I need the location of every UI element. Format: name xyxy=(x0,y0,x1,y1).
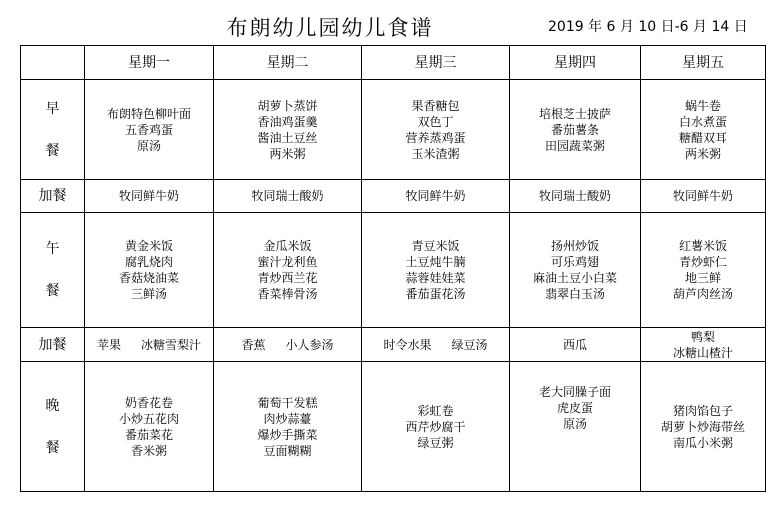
day-header: 星期五 xyxy=(641,46,766,80)
dish: 可乐鸡翅 xyxy=(550,255,599,269)
menu-cell: 牧同瑞士酸奶 xyxy=(510,180,641,213)
dish: 麻油土豆小白菜 xyxy=(532,271,617,285)
dish: 葡萄干发糕 xyxy=(257,395,318,410)
dish: 冰糖雪梨汁 xyxy=(141,337,202,352)
date-range: 2019 年 6 月 10 日-6 月 14 日 xyxy=(548,19,748,35)
menu-cell xyxy=(510,362,641,492)
dish: 小人参汤 xyxy=(285,337,334,352)
dish: 金瓜米饭 xyxy=(263,239,312,253)
meal-label-snack: 加餐 xyxy=(21,328,85,362)
dish: 香菜棒骨汤 xyxy=(257,287,318,301)
dish: 南瓜小米粥 xyxy=(672,435,733,450)
dish: 葫芦肉丝汤 xyxy=(672,287,733,301)
dish: 胡萝卜炒海带丝 xyxy=(660,419,745,434)
menu-cell xyxy=(641,362,766,492)
dish: 原汤 xyxy=(562,417,587,431)
meal-label-lunch: 午 餐 xyxy=(21,213,85,328)
dish: 蒜蓉娃娃菜 xyxy=(405,271,466,285)
dish: 蜜汁龙利鱼 xyxy=(257,255,318,269)
menu-cell xyxy=(214,328,362,362)
menu-cell xyxy=(641,213,766,328)
menu-cell: 牧同瑞士酸奶 xyxy=(214,180,362,213)
menu-cell xyxy=(362,80,510,180)
dish: 双色丁 xyxy=(417,114,454,129)
meal-label-breakfast: 早 餐 xyxy=(21,80,85,180)
menu-cell xyxy=(362,328,510,362)
dish: 鸭梨 xyxy=(690,329,715,344)
day-header: 星期四 xyxy=(510,46,641,80)
dish: 胡萝卜蒸饼 xyxy=(257,98,318,113)
dish: 布朗特色柳叶面 xyxy=(106,106,191,121)
menu-cell xyxy=(510,80,641,180)
lunch-row xyxy=(21,213,766,328)
dish: 虎皮蛋 xyxy=(556,401,593,415)
menu-cell xyxy=(85,80,214,180)
dish: 肉炒蒜薹 xyxy=(263,411,312,426)
dish: 绿豆粥 xyxy=(417,435,454,450)
menu-cell xyxy=(510,213,641,328)
snack-row-afternoon xyxy=(21,328,766,362)
dish: 地三鲜 xyxy=(684,271,721,285)
menu-table xyxy=(20,45,766,492)
dish: 黄金米饭 xyxy=(124,239,173,253)
meal-label-dinner: 晚 餐 xyxy=(21,362,85,492)
dish: 两米粥 xyxy=(269,146,306,161)
dish: 扬州炒饭 xyxy=(550,239,599,253)
page-title: 布朗幼儿园幼儿食谱 xyxy=(226,16,434,40)
menu-cell: 牧同鲜牛奶 xyxy=(85,180,214,213)
snack-row-morning xyxy=(21,180,766,213)
dish: 番茄菜花 xyxy=(124,427,173,442)
dish: 田园蔬菜粥 xyxy=(544,138,605,153)
dish: 时令水果 xyxy=(383,337,432,352)
menu-cell xyxy=(214,362,362,492)
menu-cell xyxy=(85,362,214,492)
day-header: 星期一 xyxy=(85,46,214,80)
menu-cell xyxy=(362,362,510,492)
dish: 翡翠白玉汤 xyxy=(544,287,605,301)
dish: 彩虹卷 xyxy=(417,403,454,418)
dish: 青炒虾仁 xyxy=(678,255,727,269)
dish: 香菇烧油菜 xyxy=(118,271,179,285)
menu-cell xyxy=(214,213,362,328)
dish: 糖醋双耳 xyxy=(678,130,727,145)
dish: 爆炒手撕菜 xyxy=(257,427,318,442)
dish: 红薯米饭 xyxy=(678,239,727,253)
dish: 香蕉 xyxy=(241,337,266,352)
dish: 老大同臊子面 xyxy=(538,385,611,399)
dish: 番茄蛋花汤 xyxy=(405,287,466,301)
menu-cell xyxy=(641,328,766,362)
corner-cell xyxy=(21,46,85,80)
menu-cell: 牧同鲜牛奶 xyxy=(641,180,766,213)
menu-cell xyxy=(362,213,510,328)
dish: 猪肉馅包子 xyxy=(672,403,733,418)
dish: 果香糖包 xyxy=(411,98,460,113)
dish: 小炒五花肉 xyxy=(118,411,179,426)
dish: 两米粥 xyxy=(684,146,721,161)
meal-label-snack: 加餐 xyxy=(21,180,85,213)
menu-cell: 西瓜 xyxy=(510,328,641,362)
dish: 三鲜汤 xyxy=(130,287,167,301)
day-header: 星期二 xyxy=(214,46,362,80)
dish: 绿豆汤 xyxy=(451,337,488,352)
dish: 西芹炒腐干 xyxy=(405,419,466,434)
dish: 香米粥 xyxy=(130,443,167,458)
menu-cell xyxy=(85,213,214,328)
menu-cell xyxy=(641,80,766,180)
dish: 白水煮蛋 xyxy=(678,114,727,129)
dish: 培根芝士披萨 xyxy=(538,106,611,121)
dish: 香油鸡蛋羹 xyxy=(257,114,318,129)
dish: 奶香花卷 xyxy=(124,395,173,410)
dish: 豆面糊糊 xyxy=(263,443,312,458)
dish: 酱油土豆丝 xyxy=(257,130,318,145)
menu-cell: 牧同鲜牛奶 xyxy=(362,180,510,213)
dinner-row xyxy=(21,362,766,492)
dish: 玉米渣粥 xyxy=(411,146,460,161)
dish: 营养蒸鸡蛋 xyxy=(405,130,466,145)
menu-cell xyxy=(85,328,214,362)
dish: 番茄薯条 xyxy=(550,122,599,137)
header-row xyxy=(21,46,766,80)
dish: 原汤 xyxy=(136,138,161,153)
dish: 蜗牛卷 xyxy=(684,98,721,113)
dish: 腐乳烧肉 xyxy=(124,255,173,269)
breakfast-row xyxy=(21,80,766,180)
dish: 青豆米饭 xyxy=(411,239,460,253)
day-header: 星期三 xyxy=(362,46,510,80)
dish: 冰糖山楂汁 xyxy=(672,345,733,360)
dish: 五香鸡蛋 xyxy=(124,122,173,137)
menu-cell xyxy=(214,80,362,180)
dish: 苹果 xyxy=(96,337,121,352)
dish: 土豆炖牛腩 xyxy=(405,255,466,269)
dish: 青炒西兰花 xyxy=(257,271,318,285)
